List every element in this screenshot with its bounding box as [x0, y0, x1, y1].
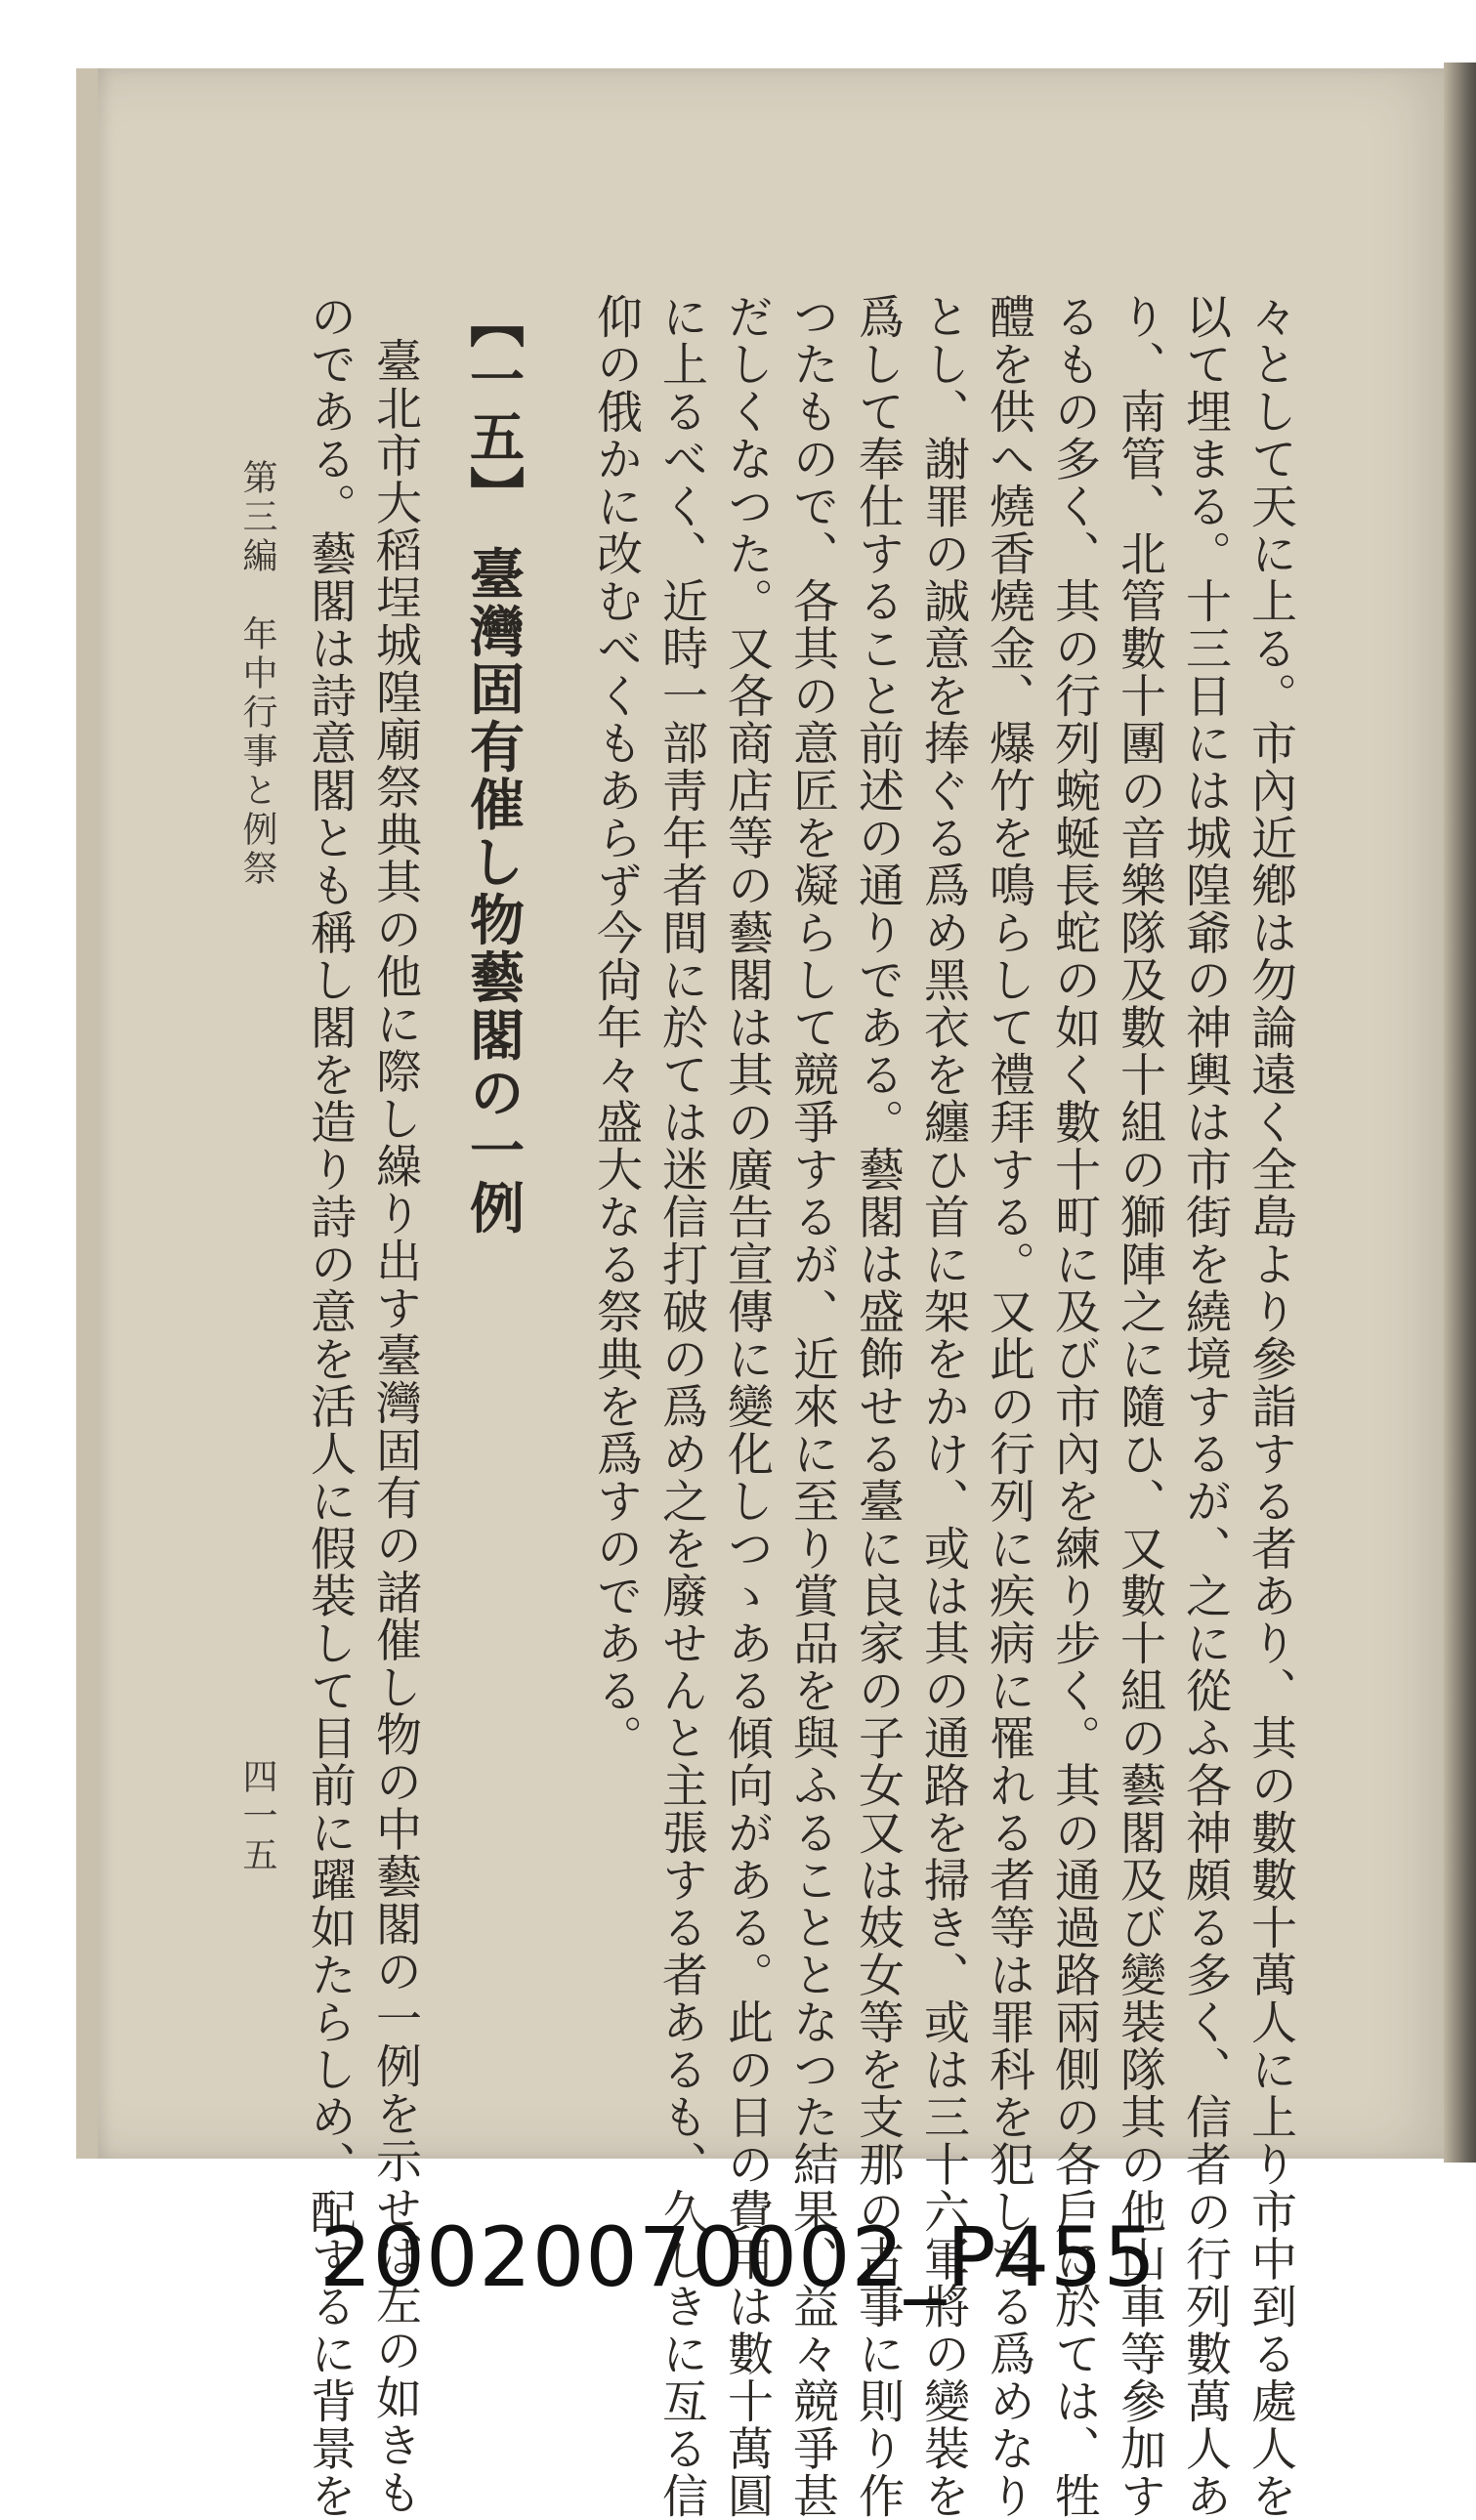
binding-hole [1459, 1045, 1476, 1113]
body-column: のである。藝閣は詩意閣とも稱し閣を造り詩の意を活人に假裝して目前に躍如たらしめ、配するに背景を [303, 293, 357, 2520]
image-caption: 20020070002_P455 [319, 2209, 1157, 2305]
body-column: 以て埋まる。十三日には城隍爺の神輿は市街を繞境するが、之に從ふ各神頗る多く、信者の行列數萬人あ [1178, 293, 1232, 2520]
body-column: 爲して奉仕すること前述の通りである。藝閣は盛飾せる臺に良家の子女又は妓女等を支那の古事に則り作 [851, 293, 905, 2520]
body-column: つたもので、各其の意匠を凝らして競爭するが、近來に至り賞品を與ふることとなつた結果、益々競爭甚 [785, 293, 839, 2520]
page-number: 四一五 [237, 1758, 277, 1875]
body-column: るもの多く、其の行列蜿蜒長蛇の如く數十町に及び市內を練り步く。其の通過路兩側の各戶に於ては、牲 [1047, 293, 1101, 2520]
binding-hole [1459, 596, 1476, 664]
body-column: り、南管、北管數十團の音樂隊及數十組の獅陣之に隨ひ、又數十組の藝閣及び變裝隊其の他山車等參加す [1113, 293, 1166, 2520]
body-column: 臺北市大稻埕城隍廟祭典其の他に際し繰り出す臺灣固有の諸催し物の中藝閣の一例を示せば左の如きも [368, 337, 422, 2516]
body-column: 々として天に上る。市內近鄕は勿論遠く全島より參詣する者あり、其の數數十萬人に上り市中到る處人を [1244, 293, 1297, 2520]
body-column: に上るべく、近時一部靑年者間に於ては迷信打破の爲め之を廢せんと主張する者あるも、久しきに亙る信 [654, 293, 708, 2520]
body-column: とし、謝罪の誠意を捧ぐる爲め黑衣を纏ひ首に架をかけ、或は其の通路を掃き、或は三十六軍將の變裝を [916, 293, 970, 2520]
section-heading: 【一五】 臺灣固有催し物藝閣の一例 [461, 293, 526, 1238]
body-column: だしくなつた。又各商店等の藝閣は其の廣告宣傳に變化しつゝある傾向がある。此の日の費用は數十萬圓 [720, 293, 774, 2520]
body-column: 醴を供へ燒香燒金、爆竹を鳴らして禮拜する。又此の行列に疾病に罹れる者等は罪科を犯したる爲めなり [982, 293, 1035, 2520]
running-head: 第三編 年中行事と例祭 [237, 459, 277, 889]
body-column: 仰の俄かに改むべくもあらず今尙年々盛大なる祭典を爲すのである。 [589, 293, 643, 1762]
